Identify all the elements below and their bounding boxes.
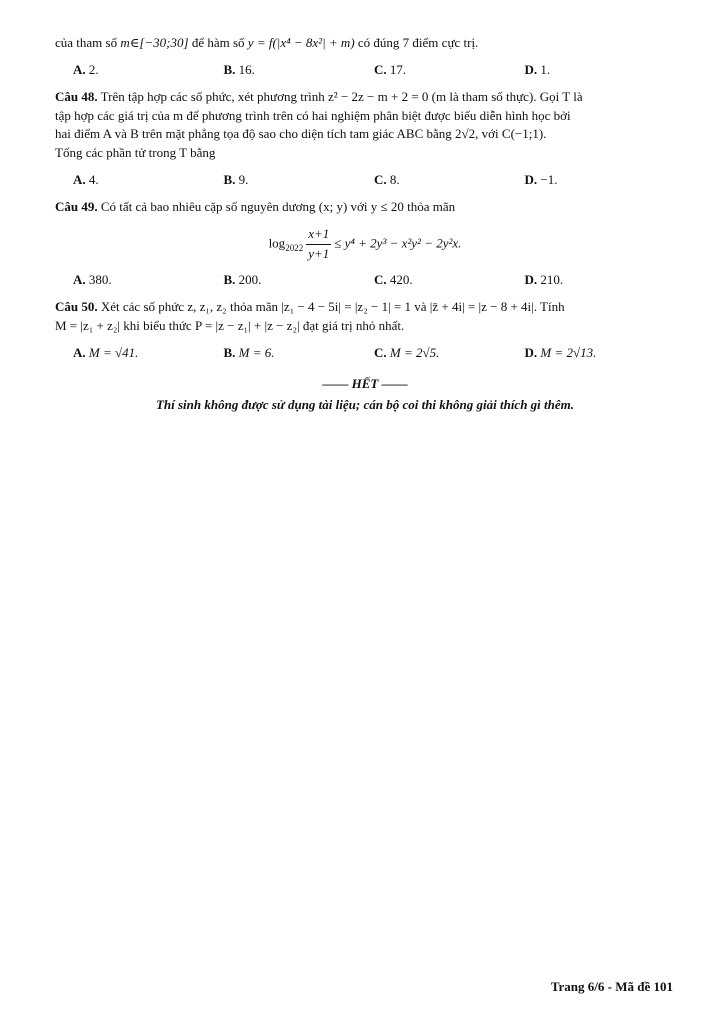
q48-line-3: hai điểm A và B trên mặt phẳng tọa độ sao cho diện tích tam giác ABC bằng 2√2, với C(−1;1). — [55, 126, 547, 142]
q49-answer-a[interactable]: A. 380. — [73, 272, 112, 288]
q48-answer-a[interactable]: A. 4. — [73, 172, 99, 188]
q48-stem — [55, 88, 675, 163]
q47-answers — [73, 61, 675, 80]
q47-continuation — [55, 34, 675, 53]
q48-answer-c[interactable]: C. 8. — [374, 172, 400, 188]
q50-stem — [55, 298, 675, 336]
q50-line-1: Xét các số phức z, z₁, z₂ thỏa mãn |z₁ − 4 − 5i| = |z₂ − 1| = 1 và |z̄ + 4i| = |z − 8 + 4i|. Tính — [100, 299, 565, 315]
q50-answer-b[interactable]: B. M = 6. — [223, 344, 275, 360]
q48-answers — [73, 171, 675, 190]
exam-note: Thí sinh không được sử dụng tài liệu; cán bộ coi thi không giải thích gì thêm. — [155, 396, 575, 412]
q50-label: Câu 50. — [55, 299, 98, 315]
q49-fraction: $\frac{x+1}{y+1}$ — [308, 225, 330, 261]
q48-label: Câu 48. — [55, 88, 98, 104]
q49-log: log — [268, 235, 286, 251]
q47-answer-c[interactable]: C. 17. — [374, 61, 407, 77]
q50-line-2: M = |z₁ + z₂| khi biểu thức P = |z − z₁| + |z − z₂| đạt giá trị nhỏ nhất. — [55, 318, 405, 334]
q47-text-mid: để hàm số — [191, 35, 245, 50]
q48-line-1: Trên tập hợp các số phức, xét phương trình z² − 2z − m + 2 = 0 (m là tham số thực). Gọi T là — [100, 88, 583, 104]
q50-answer-c[interactable]: C. M = 2√5. — [374, 344, 440, 360]
q49-log-base: 2022 — [285, 242, 304, 253]
q47-answer-a[interactable]: A. 2. — [73, 61, 99, 77]
q49-answer-b[interactable]: B. 200. — [223, 272, 262, 288]
q48-line-4: Tổng các phần tử trong T bằng — [55, 145, 216, 161]
q49-text: Có tất cả bao nhiêu cặp số nguyên dương (x; y) với y ≤ 20 thỏa mãn — [100, 198, 456, 214]
q48-answer-b[interactable]: B. 9. — [223, 172, 249, 188]
q50-answer-d[interactable]: D. M = 2√13. — [524, 344, 597, 360]
q47-text-post: có đúng 7 điểm cực trị. — [357, 35, 479, 50]
exam-page — [55, 34, 675, 415]
q47-answer-b[interactable]: B. 16. — [223, 61, 255, 77]
end-marker: —— HẾT —— — [322, 375, 408, 391]
page-footer: Trang 6/6 - Mã đề 101 — [550, 979, 673, 994]
q50-answers — [73, 344, 675, 363]
q50-answer-a[interactable]: A. M = √41. — [73, 344, 139, 360]
q48-answer-d[interactable]: D. −1. — [524, 172, 558, 188]
q49-label: Câu 49. — [55, 198, 98, 214]
q47-condition: m∈[−30;30] — [120, 35, 189, 50]
q47-answer-d[interactable]: D. 1. — [524, 61, 551, 77]
q49-stem — [55, 198, 675, 217]
q49-answers — [73, 271, 675, 290]
q49-rhs: ≤ y⁴ + 2y³ − x²y² − 2y²x. — [334, 235, 462, 251]
q49-formula — [55, 225, 675, 264]
q47-function: y = f(|x⁴ − 8x²| + m) — [247, 35, 355, 50]
q49-answer-d[interactable]: D. 210. — [524, 272, 564, 288]
q49-answer-c[interactable]: C. 420. — [374, 272, 413, 288]
q47-text-pre: của tham số — [55, 35, 118, 50]
q48-line-2: tập hợp các giá trị của m để phương trình trên có hai nghiệm phân biệt được biểu diễn hình học bởi — [55, 107, 571, 123]
